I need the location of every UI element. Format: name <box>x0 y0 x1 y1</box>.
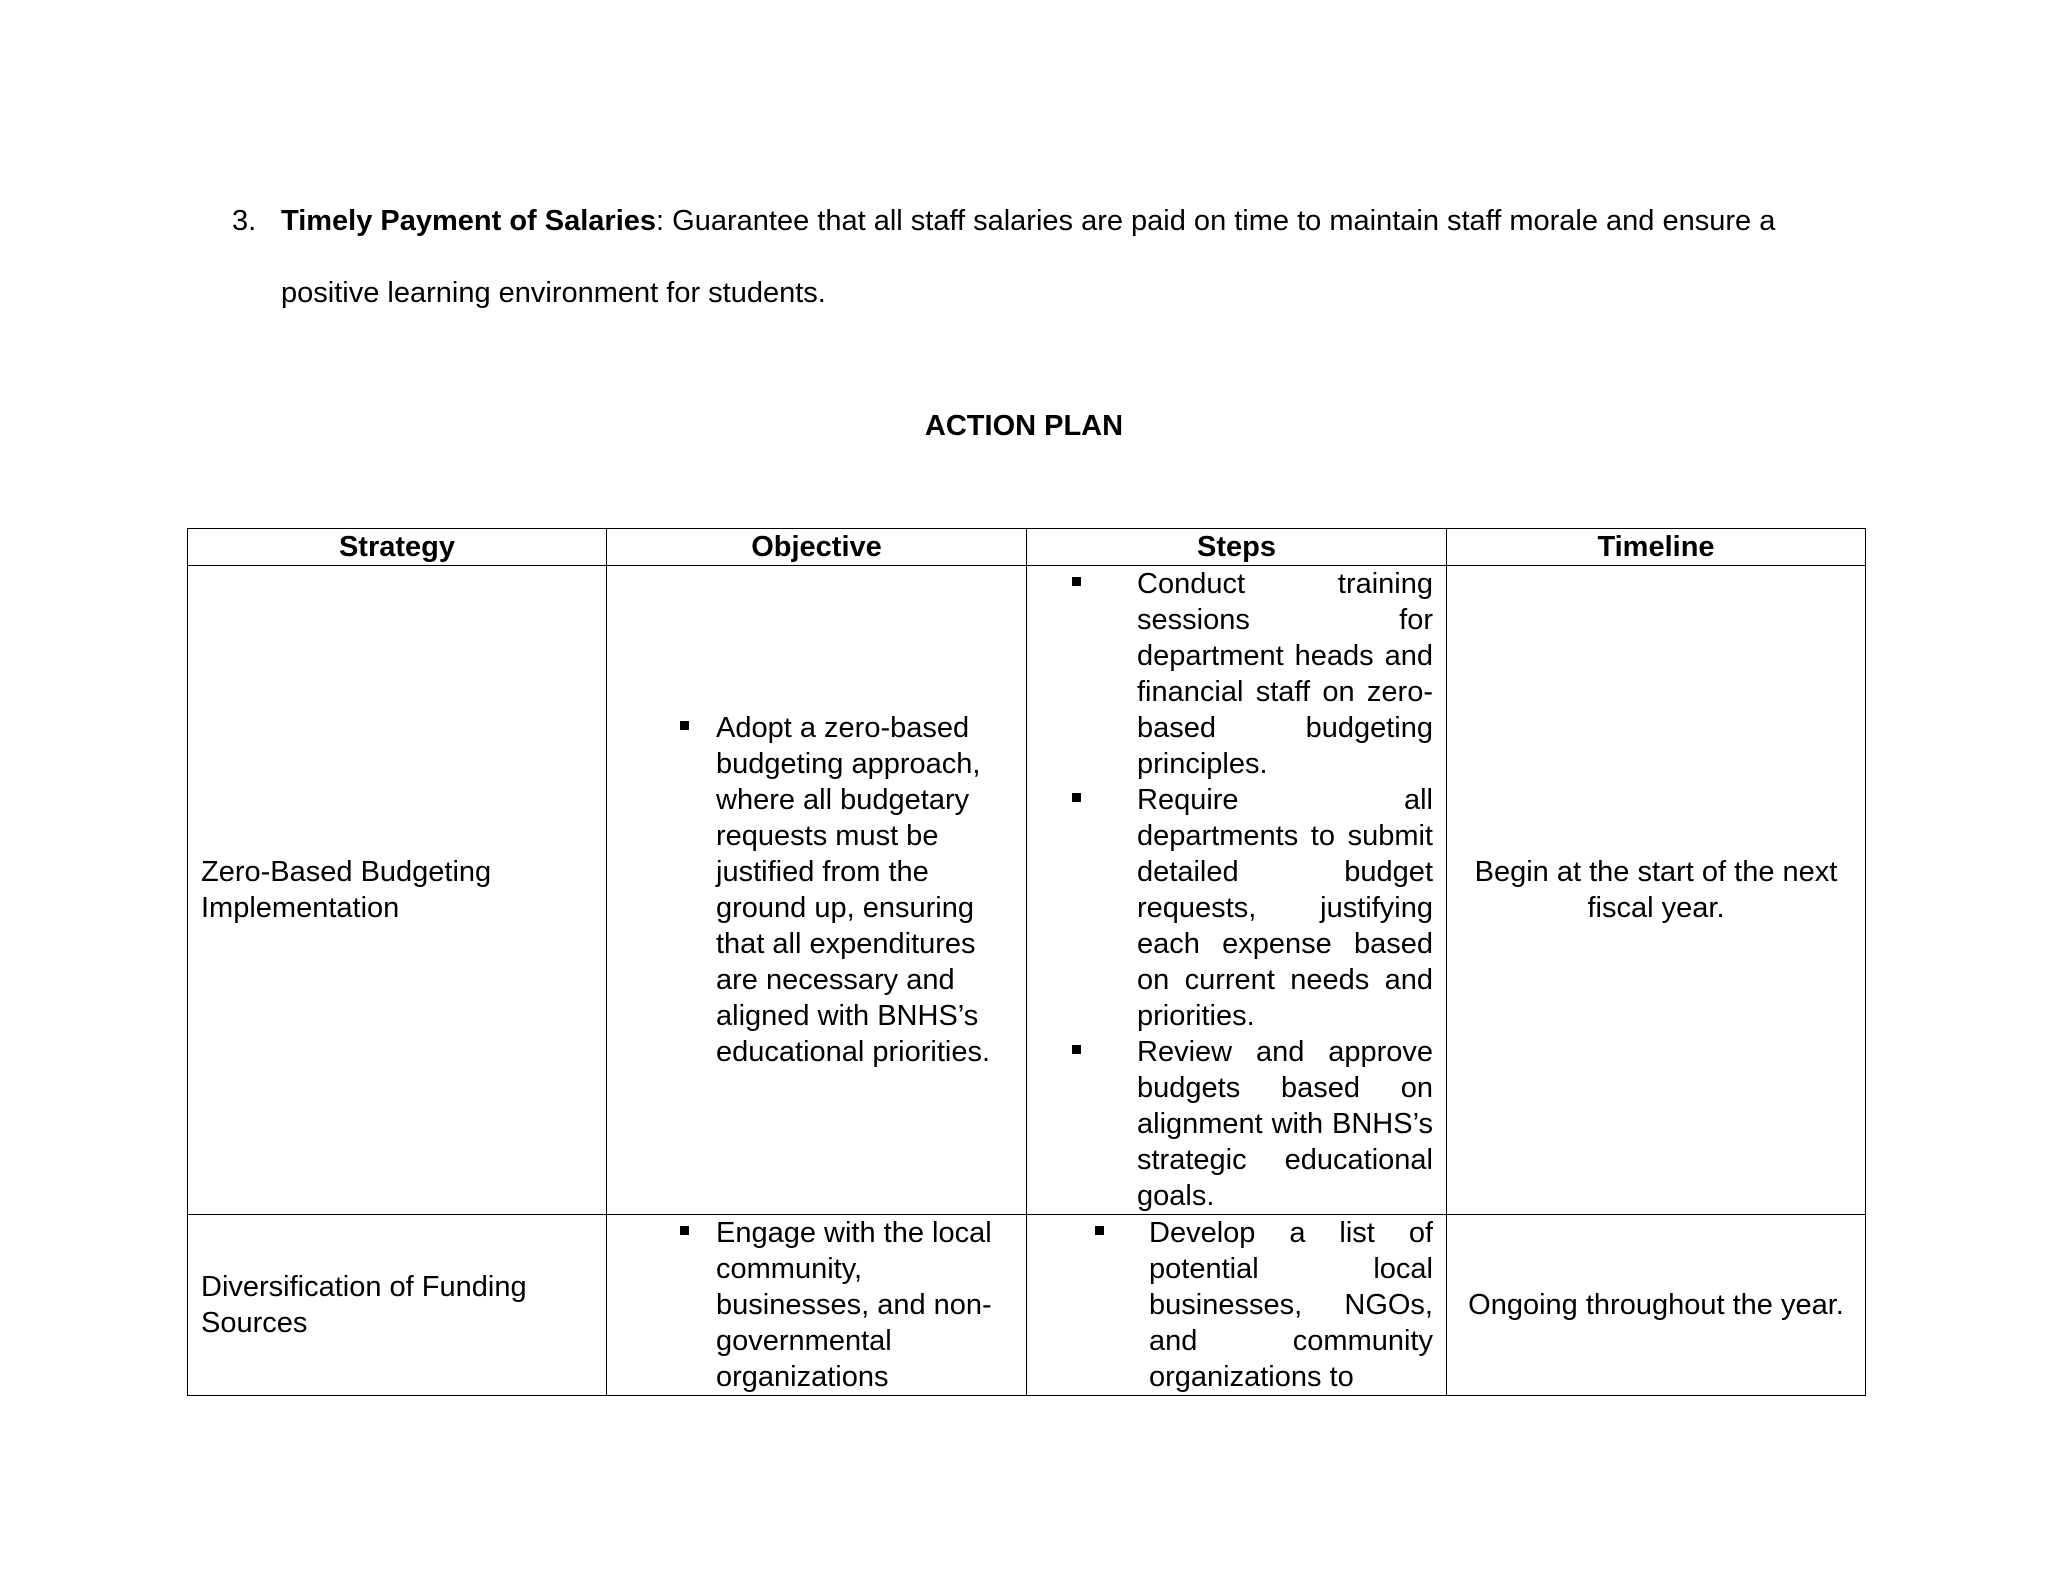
steps-cell <box>1027 1215 1447 1396</box>
square-bullet-icon <box>680 1226 689 1235</box>
step-text: Require all departments to submit detailed budget requests, justifying each expense based on current needs and priorities. <box>1137 784 1433 1032</box>
objective-text: Adopt a zero-based budgeting approach, where all budgetary requests must be justified from the ground up, ensuring that all expenditures are necessary and aligned with BNHS’s educational priorities. <box>716 712 991 1068</box>
page-title: ACTION PLAN <box>924 410 1124 442</box>
table-row <box>188 1215 1866 1396</box>
step-text: Develop a list of potential local businesses, NGOs, and community organizations to <box>1149 1217 1433 1393</box>
header-strategy: Strategy <box>188 529 607 566</box>
header-timeline: Timeline <box>1447 529 1866 566</box>
table-row <box>188 566 1866 1215</box>
list-item <box>620 1215 1013 1395</box>
objective-clip <box>620 1215 1013 1395</box>
strategy-cell: Zero-Based Budgeting Implementation <box>188 566 607 1215</box>
steps-clip <box>1040 1215 1433 1395</box>
table-header-row <box>188 529 1866 566</box>
square-bullet-icon <box>1095 1226 1104 1235</box>
steps-list <box>1040 1215 1433 1395</box>
strategy-cell: Diversification of Funding Sources <box>188 1215 607 1396</box>
steps-cell <box>1027 566 1447 1215</box>
objective-cell <box>607 566 1027 1215</box>
list-item <box>1040 782 1433 1034</box>
intro-body: : Guarantee that all staff salaries are paid on time to maintain staff morale and ensure a positive learning environment for students. <box>281 205 1776 309</box>
step-text: Conduct training sessions for department heads and financial staff on zero-based budgeting principles. <box>1137 568 1433 780</box>
square-bullet-icon <box>1072 1045 1081 1054</box>
list-number: 3. <box>232 205 257 237</box>
list-item <box>1040 1215 1433 1395</box>
intro-heading: Timely Payment of Salaries <box>281 205 657 237</box>
list-item <box>620 710 1013 1070</box>
list-item <box>1040 1034 1433 1214</box>
intro-paragraph <box>281 185 1872 329</box>
step-text: Review and approve budgets based on alignment with BNHS’s strategic educational goals. <box>1137 1036 1433 1212</box>
action-plan-table <box>187 528 1866 1396</box>
objective-list <box>620 1215 1013 1395</box>
objective-cell <box>607 1215 1027 1396</box>
list-item <box>1040 566 1433 782</box>
timeline-cell: Begin at the start of the next fiscal year. <box>1447 566 1866 1215</box>
objective-text: Engage with the local community, businesses, and non-governmental organizations <box>716 1217 992 1393</box>
header-steps: Steps <box>1027 529 1447 566</box>
square-bullet-icon <box>1072 793 1081 802</box>
intro-list-item <box>232 185 1872 329</box>
objective-list <box>620 710 1013 1070</box>
square-bullet-icon <box>1072 577 1081 586</box>
timeline-cell: Ongoing throughout the year. <box>1447 1215 1866 1396</box>
header-objective: Objective <box>607 529 1027 566</box>
square-bullet-icon <box>680 721 689 730</box>
steps-list <box>1040 566 1433 1214</box>
